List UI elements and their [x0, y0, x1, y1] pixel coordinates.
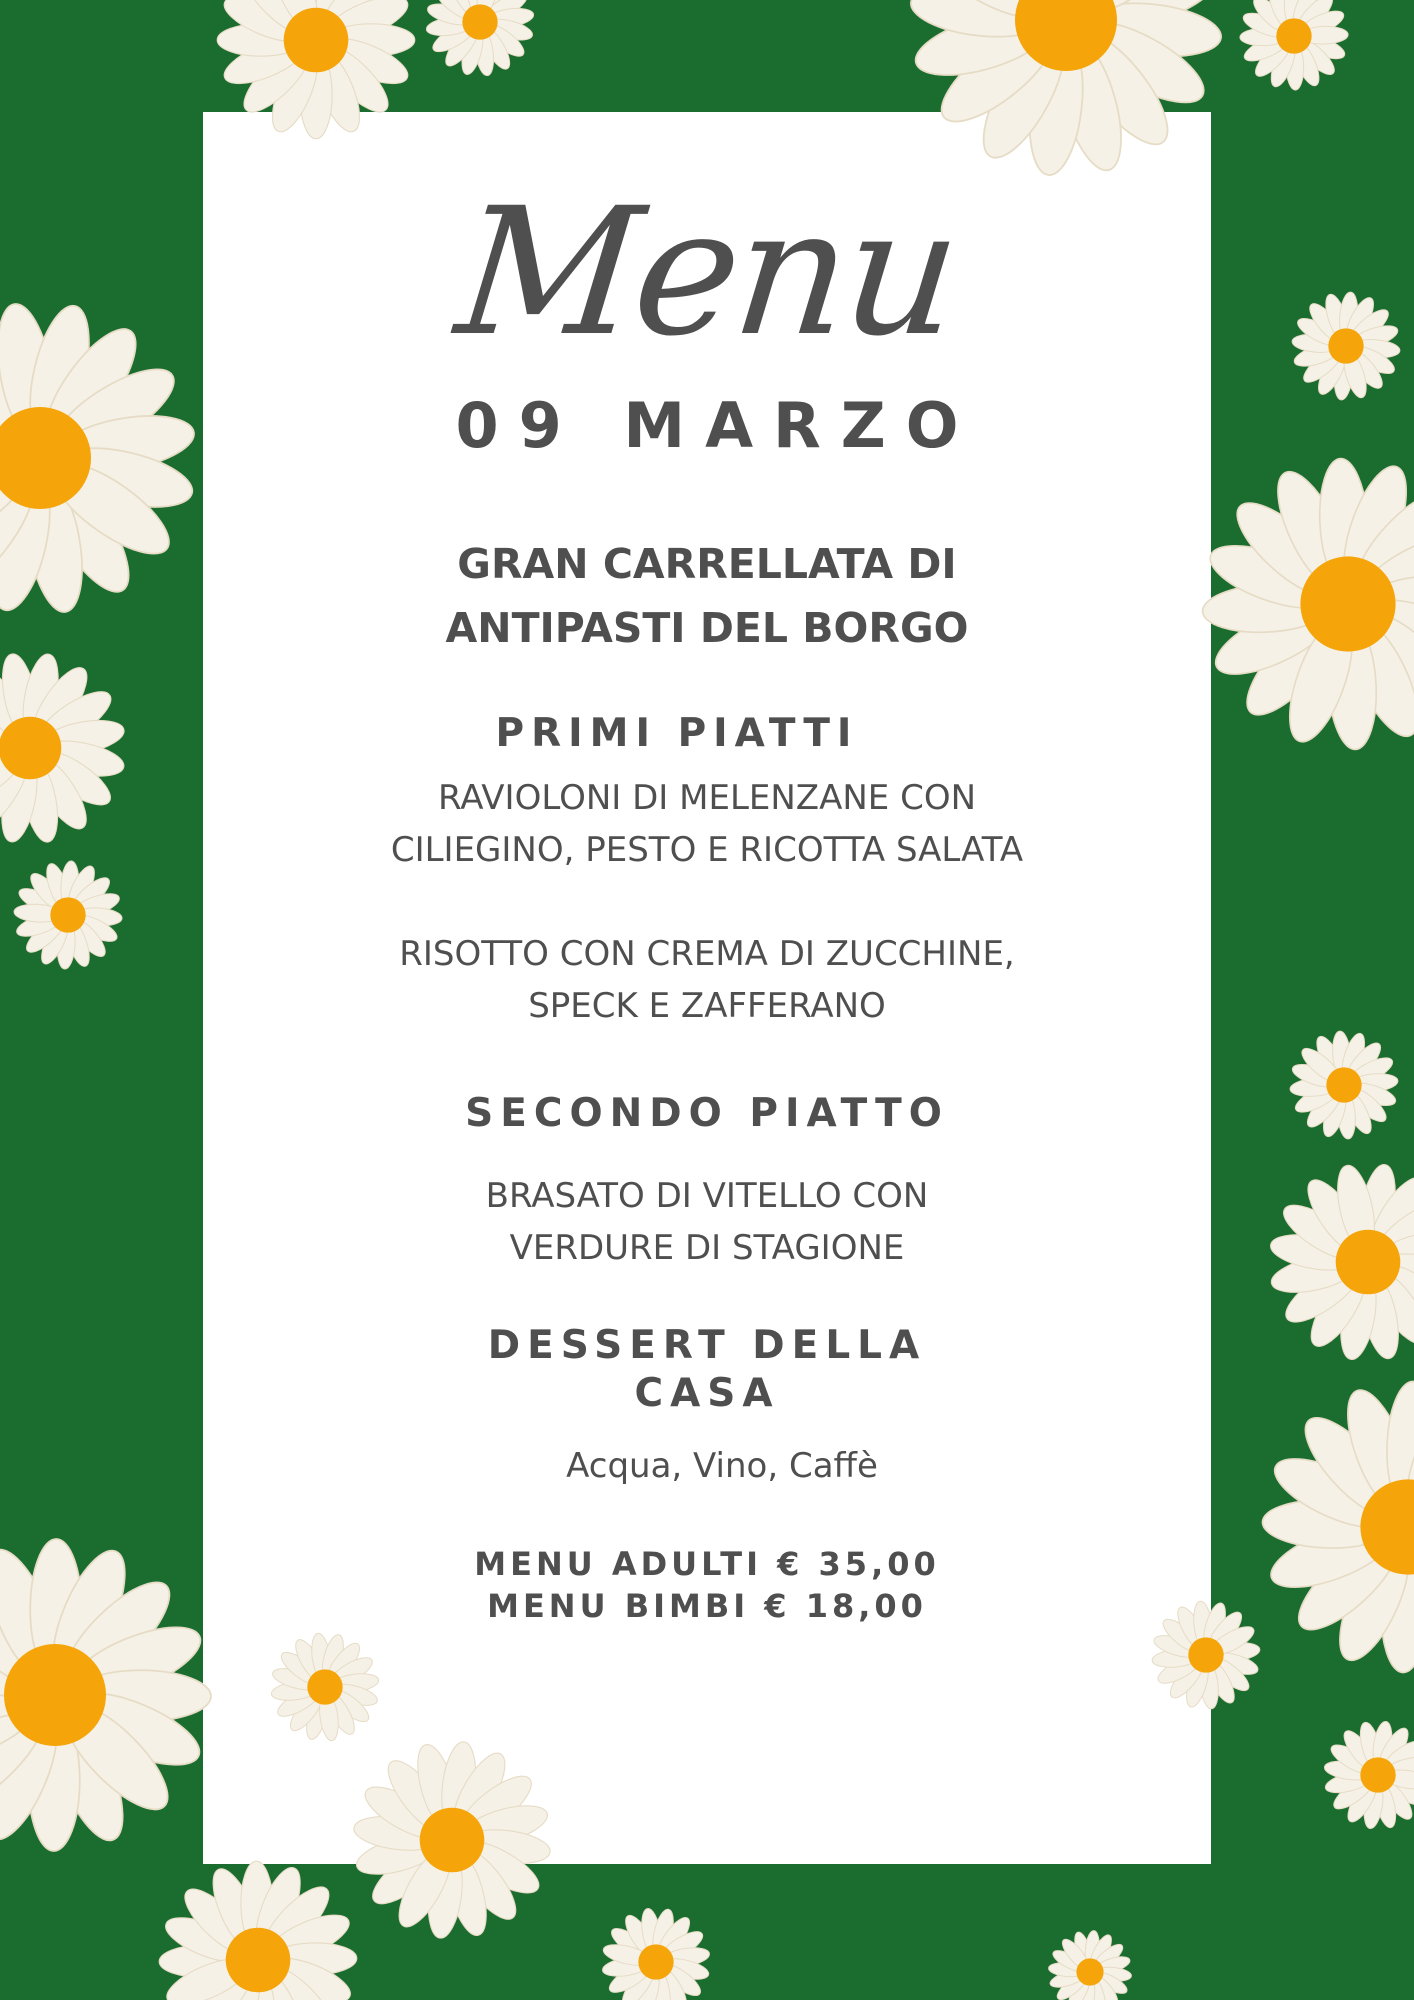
daisy-icon — [1268, 1162, 1414, 1362]
price-adults: MENU ADULTI € 35,00 — [474, 1545, 940, 1583]
menu-date: 09 MARZO — [455, 389, 979, 462]
dish-line: BRASATO DI VITELLO CON — [485, 1176, 929, 1216]
primi-piatti-title: PRIMI PIATTI — [495, 711, 859, 756]
dish-line: RISOTTO CON CREMA DI ZUCCHINE, — [399, 934, 1015, 974]
daisy-icon — [601, 1907, 711, 2000]
antipasti-line-2: ANTIPASTI DEL BORGO — [445, 604, 969, 652]
dish-line: VERDURE DI STAGIONE — [509, 1228, 905, 1268]
dessert-title-line-1: DESSERT DELLA — [487, 1323, 927, 1368]
menu-title: Menu — [448, 170, 966, 375]
secondo-dish-brasato — [203, 1170, 1211, 1274]
dish-line: SPECK E ZAFFERANO — [528, 986, 886, 1026]
daisy-icon — [908, 0, 1224, 178]
daisy-icon — [217, 0, 415, 139]
daisy-icon — [352, 1740, 552, 1940]
daisy-icon — [1289, 1030, 1398, 1139]
daisy-icon — [13, 860, 122, 969]
dish-line: RAVIOLONI DI MELENZANE CON — [437, 778, 977, 818]
daisy-icon — [1323, 1720, 1414, 1830]
dessert-title — [203, 1322, 1211, 1418]
daisy-icon — [0, 651, 127, 845]
daisy-icon — [1240, 0, 1349, 90]
daisy-icon — [1262, 1381, 1414, 1674]
daisy-icon — [1201, 457, 1414, 750]
daisy-icon — [0, 1539, 211, 1851]
primi-dish-ravioloni — [203, 772, 1211, 876]
daisy-icon — [1048, 1930, 1132, 2000]
daisy-icon — [159, 1861, 357, 2000]
antipasti-line-1: GRAN CARRELLATA DI — [457, 540, 957, 588]
primi-dish-risotto — [203, 928, 1211, 1032]
daisy-icon — [425, 0, 535, 77]
price-kids: MENU BIMBI € 18,00 — [487, 1587, 927, 1625]
dish-line: CILIEGINO, PESTO E RICOTTA SALATA — [390, 830, 1024, 870]
dessert-title-line-2: CASA — [634, 1371, 780, 1416]
daisy-icon — [270, 1632, 380, 1742]
drinks-line: Acqua, Vino, Caffè — [566, 1446, 878, 1486]
antipasti-heading — [203, 532, 1211, 660]
secondo-piatto-title: SECONDO PIATTO — [465, 1091, 949, 1136]
